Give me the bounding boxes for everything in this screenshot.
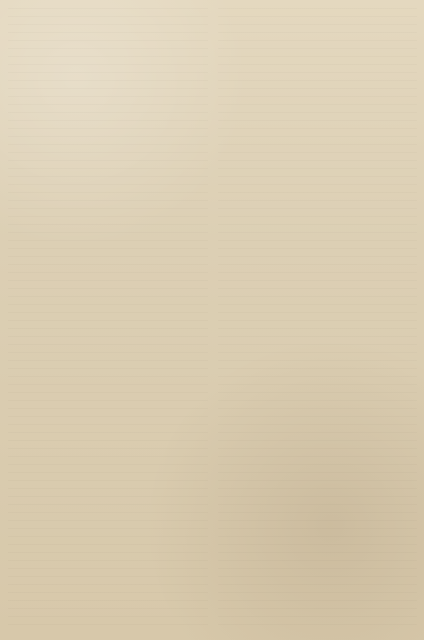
right-column [218, 8, 418, 632]
right-column-text [218, 8, 418, 632]
left-column-text [8, 8, 208, 632]
text-columns [8, 8, 417, 632]
left-column [8, 8, 208, 632]
